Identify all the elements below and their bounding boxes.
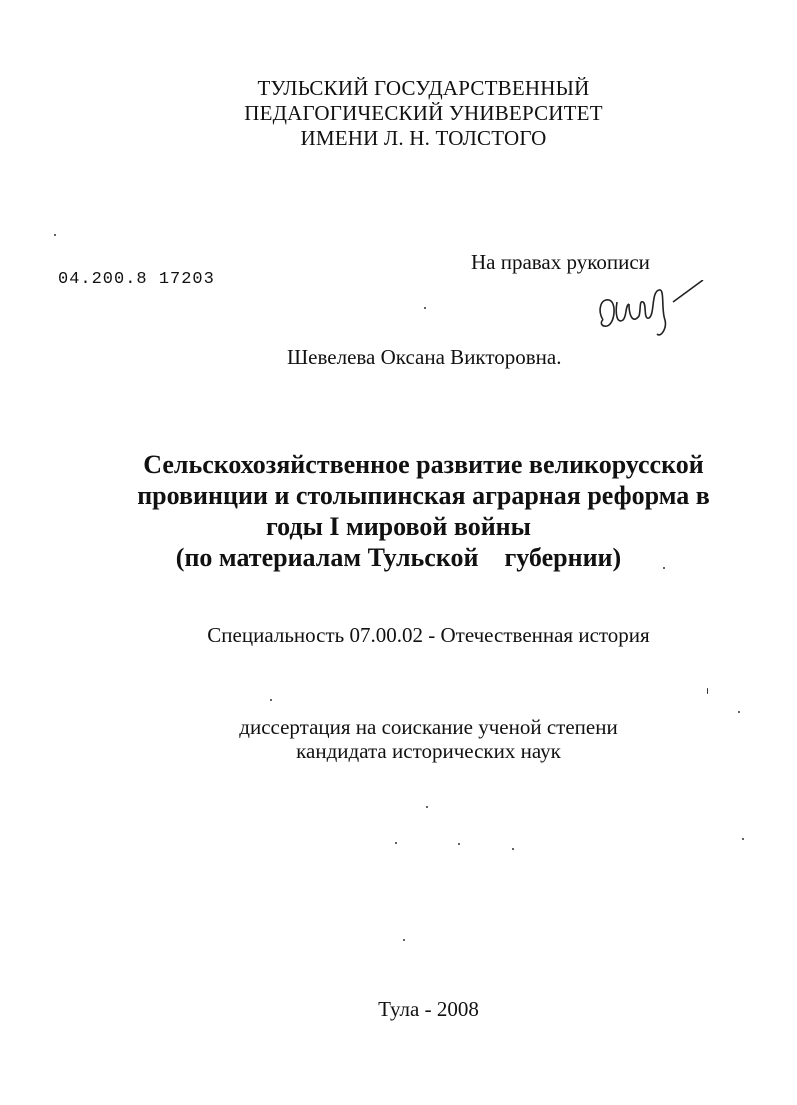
rights-note: На правах рукописи [471,250,650,274]
scan-speck [426,806,428,808]
registry-number-stamp: 04.200.8 17203 [58,270,215,289]
scan-speck [395,842,397,844]
scan-speck [270,699,272,701]
title-line-4-text: (по материалам Тульской губернии) [175,543,622,572]
title-line-3: годы I мировой войны [266,512,531,541]
university-line-2: ПЕДАГОГИЧЕСКИЙ УНИВЕРСИТЕТ [244,101,603,125]
scan-speck [54,234,56,236]
degree-line-2: кандидата исторических наук [296,739,561,763]
scan-speck [403,939,405,941]
specialty: Специальность 07.00.02 - Отечественная история [207,623,650,647]
university-line-1: ТУЛЬСКИЙ ГОСУДАРСТВЕННЫЙ [257,76,590,100]
scan-speck [512,848,514,850]
scan-speck [738,711,740,713]
city-year: Тула - 2008 [378,997,479,1021]
dissertation-title [0,449,797,573]
title-line-1: Сельскохозяйственное развитие великорусской [143,450,704,479]
title-line-4 [0,542,797,573]
scan-speck [663,567,665,569]
degree-line-1: диссертация на соискание ученой степени [239,715,618,739]
university-line-3: ИМЕНИ Л. Н. ТОЛСТОГО [300,126,547,150]
university-name [0,76,797,151]
scan-speck [707,688,708,694]
scan-speck [458,843,460,845]
author-name: Шевелева Оксана Викторовна. [287,345,562,369]
scan-speck [424,307,426,309]
handwritten-signature [595,280,705,340]
title-line-2: провинции и столыпинская аграрная реформа в [137,481,710,510]
scan-speck [742,838,744,840]
degree-statement [30,715,797,763]
